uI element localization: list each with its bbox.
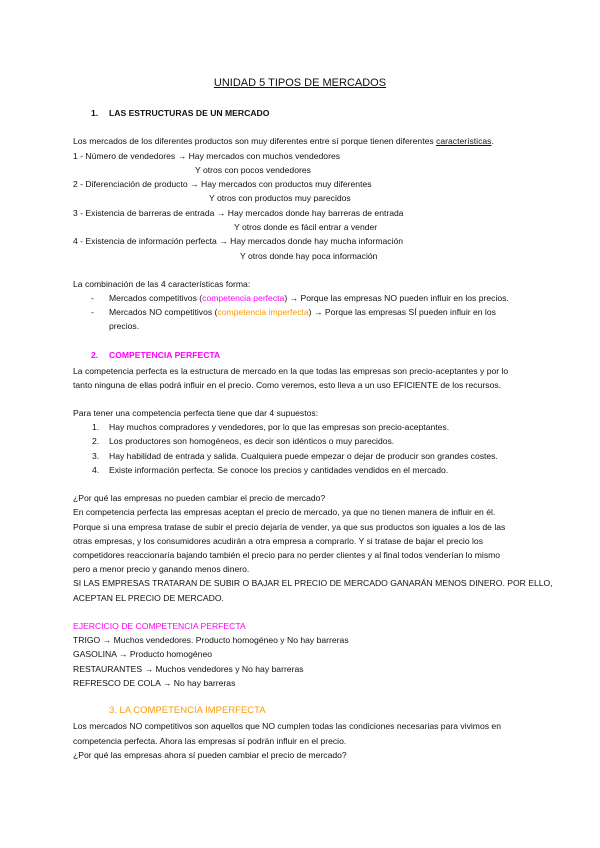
section-2-number: 2. — [91, 350, 99, 360]
intro-end: . — [491, 136, 494, 146]
list-item: Los productores son homogéneos, es decir son idénticos o muy parecidos. — [109, 436, 395, 446]
section-1-intro — [73, 135, 494, 147]
bullet-continuation: precios. — [109, 321, 140, 331]
section-2-heading: COMPETENCIA PERFECTA — [109, 350, 221, 360]
bullet-text: Mercados NO competitivos ( — [109, 307, 218, 317]
answer-line: pero a menor precio y ganando menos dinero. — [73, 564, 250, 574]
answer-line: competidores reaccionaría bajando también el precio para no perder clientes y al final todos venderían lo mismo — [73, 550, 501, 560]
list-item: Hay habilidad de entrada y salida. Cualquiera puede empezar o dejar de producir son grandes costes. — [109, 451, 498, 461]
answer-line: Porque si una empresa tratase de subir el precio dejaría de vender, ya que sus productos son iguales a los de las — [73, 522, 506, 532]
section-3-heading: 3. LA COMPETENCIA IMPERFECTA — [109, 705, 266, 716]
paragraph-line: La competencia perfecta es la estructura de mercado en la que todas las empresas son precio-aceptantes y por lo — [73, 366, 509, 376]
document-title: UNIDAD 5 TIPOS DE MERCADOS — [213, 77, 387, 89]
bullet-competitive — [109, 292, 509, 304]
bullet-text: ) → Porque las empresas NO pueden influir en los precios. — [284, 293, 509, 303]
feature-line: Y otros donde hay poca información — [240, 251, 378, 261]
paragraph-line: Los mercados NO competitivos son aquellos que NO cumplen todas las condiciones necesarias para vivimos en — [73, 721, 501, 731]
feature-line: Y otros con productos muy parecidos — [209, 193, 351, 203]
feature-line: 2 - Diferenciación de producto → Hay mercados con productos muy diferentes — [73, 179, 372, 189]
section-1-number: 1. — [91, 108, 99, 118]
list-number: 2. — [92, 436, 100, 446]
list-number: 4. — [92, 465, 100, 475]
question: ¿Por qué las empresas no pueden cambiar el precio de mercado? — [73, 493, 326, 503]
list-item: Existe información perfecta. Se conoce los precios y cantidades vendidos en el mercado. — [109, 465, 449, 475]
exercise-line: RESTAURANTES → Muchos vendedores y No hay barreras — [73, 664, 304, 674]
exercise-line: REFRESCO DE COLA → No hay barreras — [73, 678, 236, 688]
intro-text: Los mercados de los diferentes productos son muy diferentes entre sí porque tienen diferentes — [73, 136, 437, 146]
bullet-marker: - — [91, 307, 94, 317]
feature-line: 3 - Existencia de barreras de entrada → Hay mercados donde hay barreras de entrada — [73, 208, 404, 218]
feature-line: 1 - Número de vendedores → Hay mercados con muchos vendedores — [73, 151, 341, 161]
list-number: 3. — [92, 451, 100, 461]
combination-intro: La combinación de las 4 características forma: — [73, 279, 251, 289]
bullet-text: ) → Porque las empresas SÍ pueden influir en los — [308, 307, 496, 317]
section-1-heading: LAS ESTRUCTURAS DE UN MERCADO — [109, 108, 270, 118]
paragraph-line: competencia perfecta. Ahora las empresas sí podrán influir en el precio. — [73, 736, 347, 746]
feature-line: Y otros donde es fácil entrar a vender — [234, 222, 378, 232]
exercise-line: GASOLINA → Producto homogéneo — [73, 649, 213, 659]
list-item: Hay muchos compradores y vendedores, por lo que las empresas son precio-aceptantes. — [109, 422, 450, 432]
answer-line: otras empresas, y los consumidores acudirán a otra empresa a comprarlo. Y si tratase de bajar el precio los — [73, 536, 483, 546]
highlight-perfect-competition: competencia perfecta — [202, 293, 285, 303]
answer-line: En competencia perfecta las empresas aceptan el precio de mercado, ya que no tienen manera de influir en él. — [73, 507, 496, 517]
exercise-line: TRIGO → Muchos vendedores. Producto homogéneo y No hay barreras — [73, 635, 349, 645]
answer-line: ACEPTAN EL PRECIO DE MERCADO. — [73, 593, 224, 603]
bullet-text: Mercados competitivos ( — [109, 293, 203, 303]
paragraph-line: tanto ninguna de ellas podrá influir en el precio. Como veremos, esto lleva a un uso EFICIENTE de los recursos. — [73, 380, 501, 390]
answer-line: SI LAS EMPRESAS TRATARAN DE SUBIR O BAJAR EL PRECIO DE MERCADO GANARÁN MENOS DINERO. POR ELLO, — [73, 578, 553, 588]
bullet-non-competitive — [109, 306, 496, 318]
highlight-imperfect-competition: competencia imperfecta — [217, 307, 309, 317]
exercise-heading: EJERCICIO DE COMPETENCIA PERFECTA — [73, 621, 246, 631]
feature-line: Y otros con pocos vendedores — [195, 165, 311, 175]
feature-line: 4 - Existencia de información perfecta → Hay mercados donde hay mucha información — [73, 236, 404, 246]
paragraph-line: ¿Por qué las empresas ahora sí pueden cambiar el precio de mercado? — [73, 750, 347, 760]
characteristics-underlined: características — [436, 136, 492, 146]
assumptions-intro: Para tener una competencia perfecta tiene que dar 4 supuestos: — [73, 408, 319, 418]
bullet-marker: - — [91, 293, 94, 303]
list-number: 1. — [92, 422, 100, 432]
